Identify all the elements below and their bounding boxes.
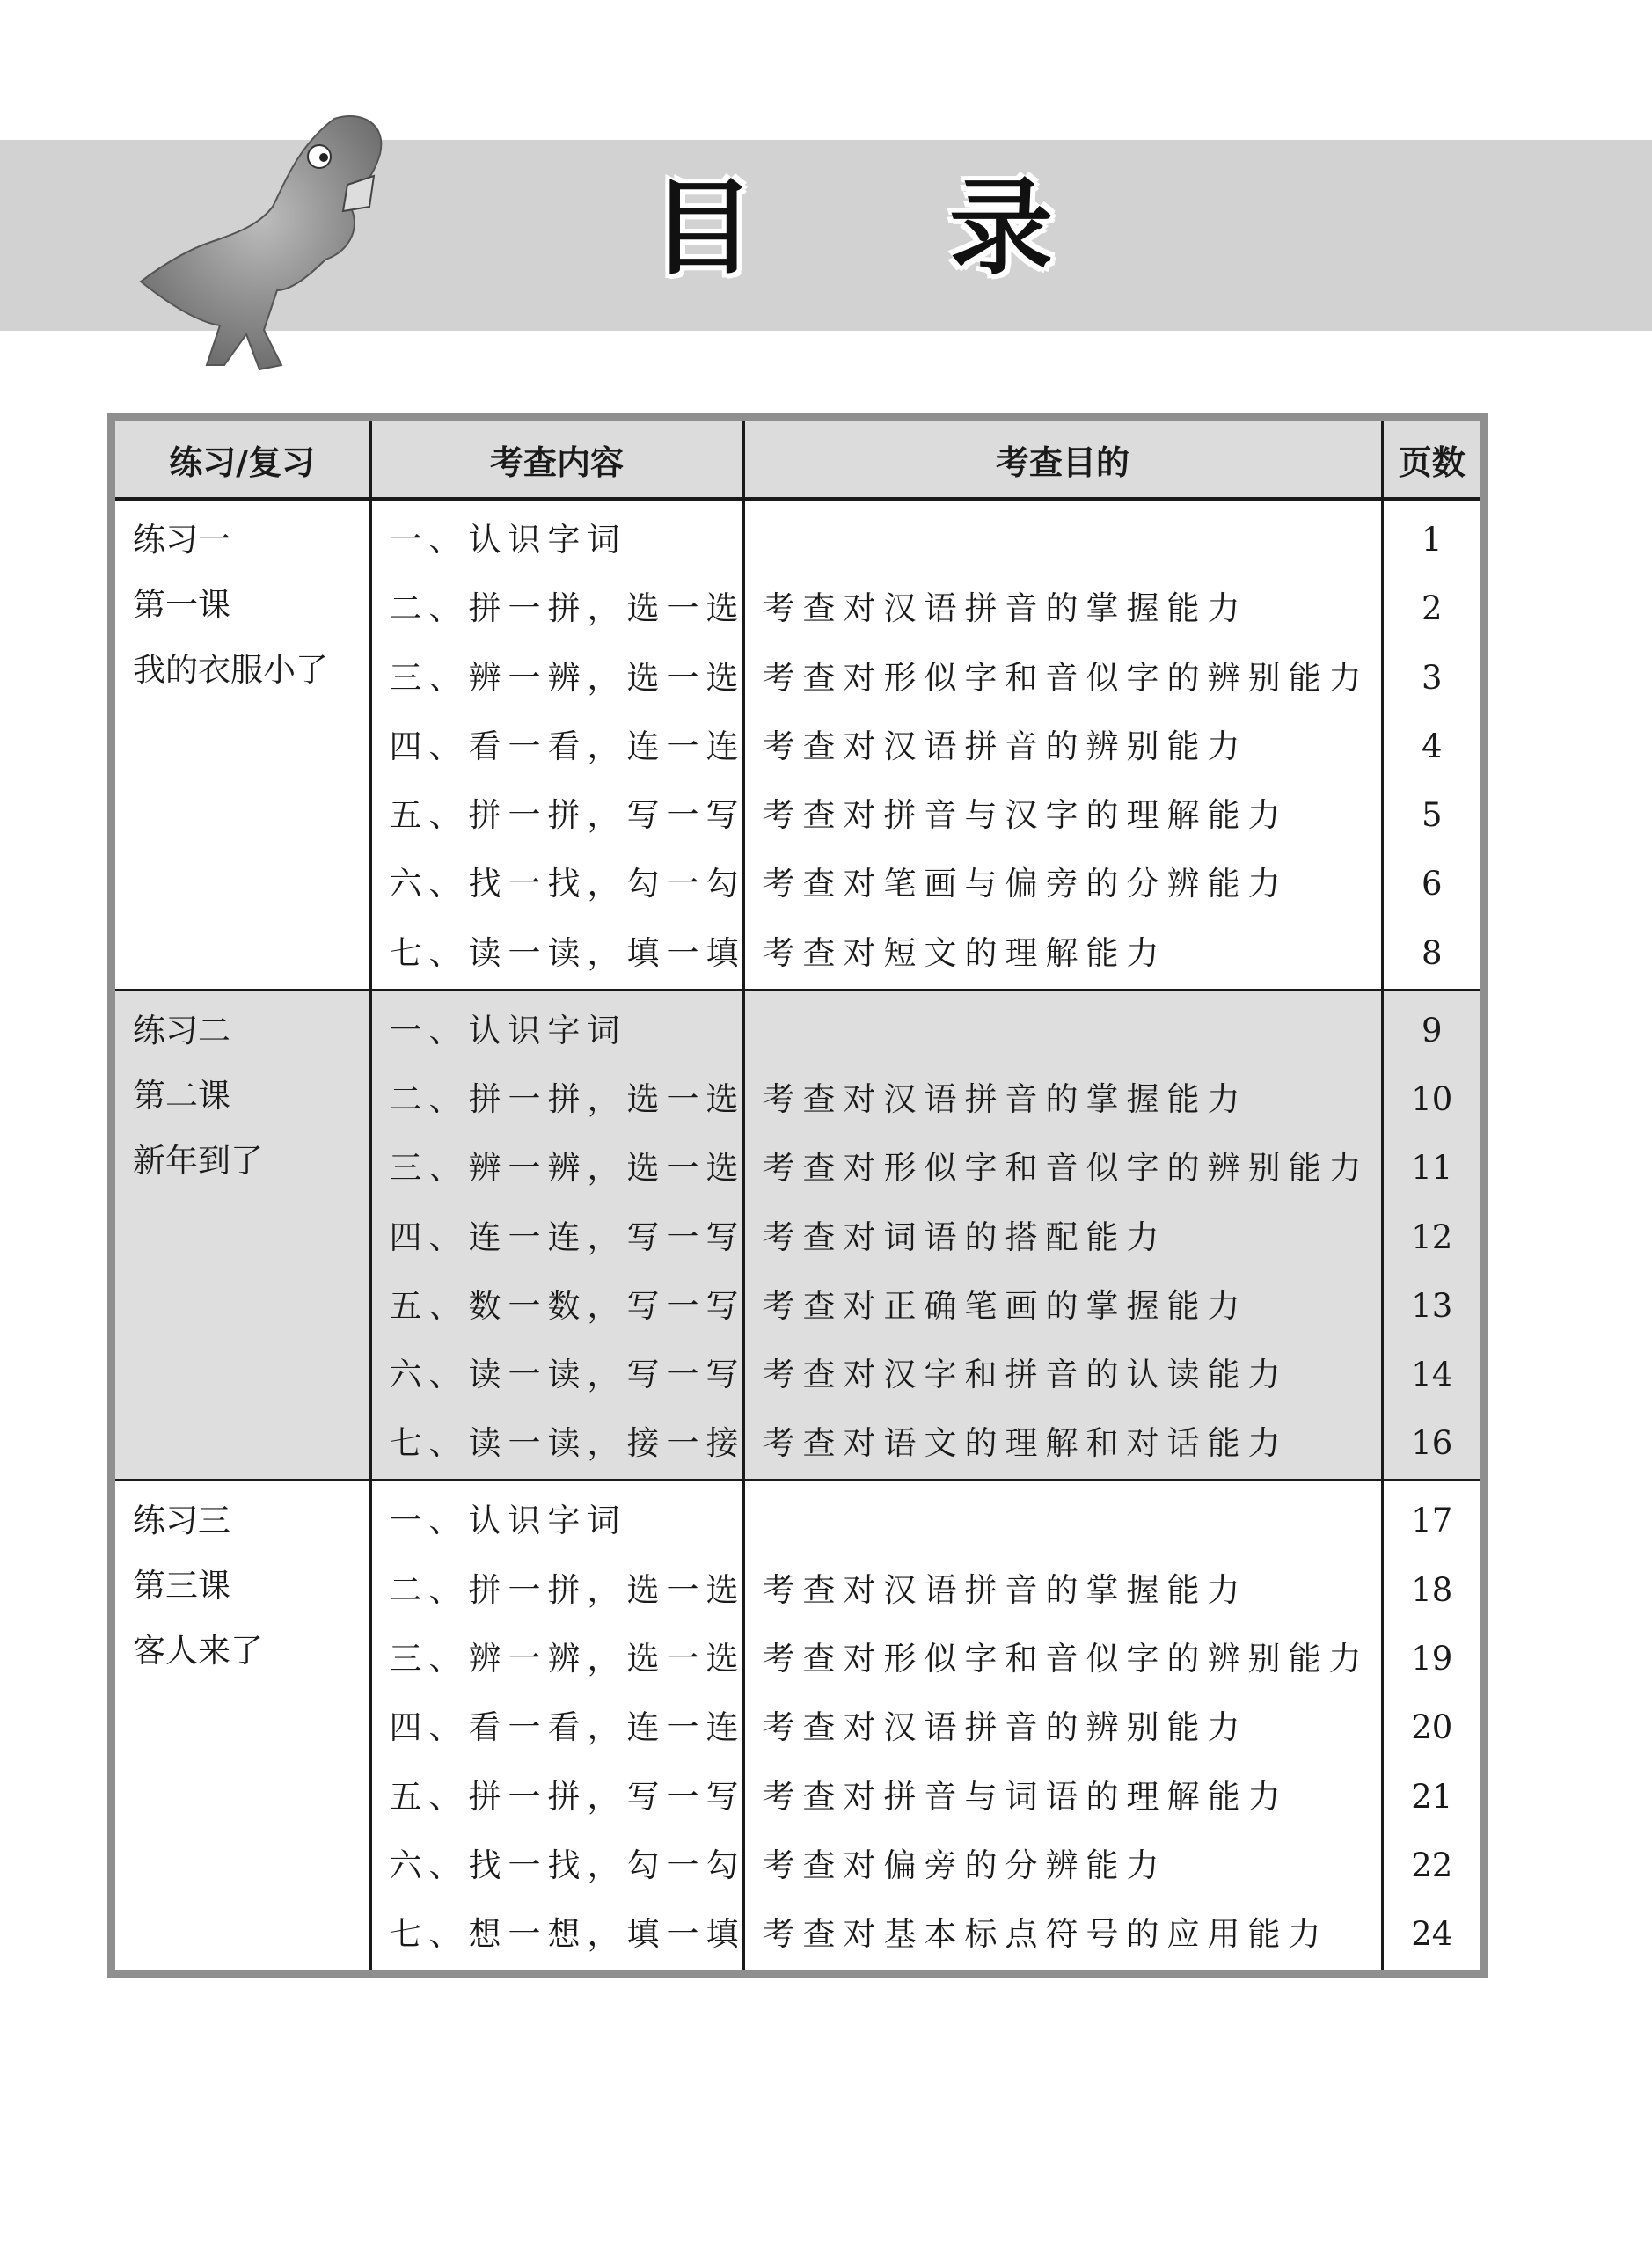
page-number[interactable]: 6: [1421, 865, 1443, 903]
lesson-label: 第一课: [133, 586, 230, 624]
purpose-cell: [743, 1481, 1382, 1970]
purpose-item: 考查对汉字和拼音的认读能力: [762, 1356, 1289, 1394]
header-content: 考查内容: [370, 421, 743, 499]
content-item: 七、想一想，填一填: [389, 1915, 746, 1954]
page-title: 目 录: [651, 167, 1133, 289]
section-row: [115, 499, 1480, 990]
purpose-cell: [743, 990, 1382, 1481]
page-number[interactable]: 16: [1411, 1424, 1453, 1463]
purpose-item: 考查对汉语拼音的掌握能力: [762, 589, 1248, 628]
purpose-item: 考查对拼音与汉字的理解能力: [762, 796, 1289, 835]
lesson-cell: [115, 990, 370, 1481]
page-number[interactable]: 24: [1411, 1915, 1453, 1954]
section-row: [115, 990, 1480, 1481]
page-cell: [1382, 499, 1480, 990]
content-item: 三、辨一辨，选一选: [389, 658, 746, 697]
page-number[interactable]: 9: [1421, 1011, 1443, 1049]
header-purpose: 考查目的: [743, 421, 1382, 499]
purpose-cell: [743, 499, 1382, 990]
content-item: 二、拼一拼，选一选: [389, 1079, 746, 1118]
lesson-cell: [115, 1481, 370, 1970]
purpose-item: 考查对汉语拼音的掌握能力: [762, 1570, 1248, 1609]
content-item: 六、找一找，勾一勾: [389, 1846, 746, 1884]
page-number[interactable]: 14: [1411, 1356, 1453, 1394]
content-item: 二、拼一拼，选一选: [389, 1570, 746, 1609]
page-number[interactable]: 12: [1411, 1217, 1453, 1256]
content-item: 六、读一读，写一写: [389, 1356, 746, 1394]
page-number[interactable]: 4: [1421, 727, 1443, 765]
content-item: 四、连一连，写一写: [389, 1217, 746, 1256]
page-number[interactable]: 2: [1421, 589, 1443, 628]
content-item: 三、辨一辨，选一选: [389, 1149, 746, 1188]
page-number[interactable]: 3: [1421, 658, 1443, 697]
page-number[interactable]: 11: [1411, 1149, 1453, 1188]
content-item: 四、看一看，连一连: [389, 727, 746, 765]
lesson-label: 练习二: [133, 1011, 230, 1049]
lesson-label: 练习三: [133, 1502, 230, 1540]
purpose-item: 考查对语文的理解和对话能力: [762, 1424, 1289, 1463]
page-number[interactable]: 21: [1411, 1777, 1453, 1816]
lesson-label: 第二课: [133, 1076, 230, 1115]
purpose-item: 考查对短文的理解能力: [762, 933, 1167, 972]
page-number[interactable]: 22: [1411, 1846, 1453, 1884]
content-cell: [370, 499, 746, 990]
purpose-item: 考查对汉语拼音的掌握能力: [762, 1079, 1248, 1118]
lesson-label: 练习一: [133, 521, 230, 559]
purpose-item: 考查对汉语拼音的辨别能力: [762, 1708, 1248, 1747]
content-item: 一、认识字词: [389, 521, 627, 559]
purpose-item: 考查对形似字和音似字的辨别能力: [762, 1639, 1370, 1678]
page-number[interactable]: 19: [1411, 1639, 1453, 1678]
page-number[interactable]: 1: [1421, 521, 1443, 559]
content-item: 二、拼一拼，选一选: [389, 589, 746, 628]
header-exercise: 练习/复习: [115, 421, 370, 499]
page-cell: [1382, 1481, 1480, 1970]
content-item: 七、读一读，接一接: [389, 1424, 746, 1463]
page-number[interactable]: 8: [1421, 933, 1443, 972]
toc-table: [107, 413, 1488, 1978]
content-item: 三、辨一辨，选一选: [389, 1639, 746, 1678]
page-number[interactable]: 18: [1411, 1570, 1453, 1609]
content-item: 四、看一看，连一连: [389, 1708, 746, 1747]
purpose-item: 考查对正确笔画的掌握能力: [762, 1286, 1248, 1325]
purpose-item: 考查对汉语拼音的辨别能力: [762, 727, 1248, 765]
purpose-item: [745, 997, 1381, 1065]
table-header-row: [115, 421, 1480, 499]
content-item: 五、拼一拼，写一写: [389, 1777, 746, 1816]
page-number[interactable]: 10: [1411, 1079, 1453, 1118]
lesson-label: 客人来了: [133, 1632, 263, 1671]
purpose-item: 考查对形似字和音似字的辨别能力: [762, 658, 1370, 697]
purpose-item: 考查对笔画与偏旁的分辨能力: [762, 865, 1289, 903]
purpose-item: 考查对偏旁的分辨能力: [762, 1846, 1167, 1884]
page-number[interactable]: 5: [1421, 796, 1443, 835]
content-item: 七、读一读，填一填: [389, 933, 746, 972]
header-page: 页数: [1382, 421, 1480, 499]
content-item: 六、找一找，勾一勾: [389, 865, 746, 903]
purpose-item: 考查对形似字和音似字的辨别能力: [762, 1149, 1370, 1188]
lesson-label: 我的衣服小了: [133, 651, 328, 689]
content-item: 一、认识字词: [389, 1011, 627, 1049]
content-item: 五、拼一拼，写一写: [389, 796, 746, 835]
purpose-item: [745, 1487, 1381, 1555]
content-item: 五、数一数，写一写: [389, 1286, 746, 1325]
purpose-item: 考查对词语的搭配能力: [762, 1217, 1167, 1256]
purpose-item: [745, 506, 1381, 574]
dinosaur-illustration: [70, 101, 413, 391]
content-cell: [370, 990, 746, 1481]
page-number[interactable]: 13: [1411, 1286, 1453, 1325]
page-number[interactable]: 17: [1411, 1502, 1453, 1540]
purpose-item: 考查对拼音与词语的理解能力: [762, 1777, 1289, 1816]
content-item: 一、认识字词: [389, 1502, 627, 1540]
lesson-label: 第三课: [133, 1567, 230, 1605]
page-cell: [1382, 990, 1480, 1481]
lesson-label: 新年到了: [133, 1141, 263, 1180]
content-cell: [370, 1481, 746, 1970]
page-number[interactable]: 20: [1411, 1708, 1453, 1747]
purpose-item: 考查对基本标点符号的应用能力: [762, 1915, 1329, 1954]
lesson-cell: [115, 499, 370, 990]
section-row: [115, 1481, 1480, 1970]
